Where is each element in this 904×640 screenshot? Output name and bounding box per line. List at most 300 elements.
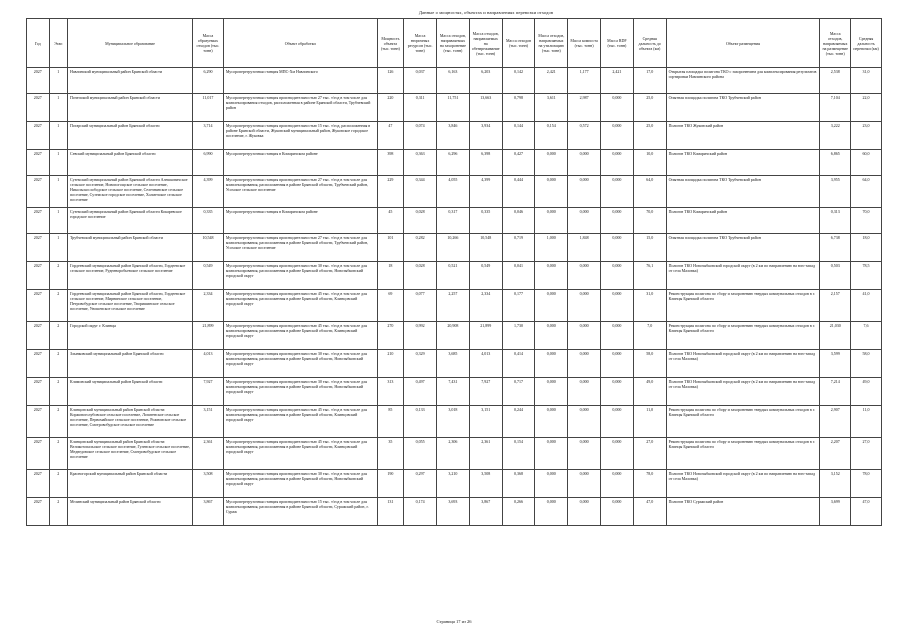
table-cell: 0,174 <box>404 498 437 526</box>
table-cell: 0,074 <box>404 122 437 150</box>
column-header: Масса отходов, направляемых на размещение (тыс. тонн) <box>820 19 851 68</box>
table-cell: 78,0 <box>851 470 882 498</box>
table-cell: 3,693 <box>437 498 470 526</box>
table-cell: 7,0 <box>633 322 666 350</box>
table-cell: 4,013 <box>193 350 224 378</box>
table-cell: Полигон ТКО Комаричский район <box>666 150 820 176</box>
table-cell: 0,521 <box>437 262 470 290</box>
table-cell: 6,398 <box>469 150 502 176</box>
table-cell: 6,290 <box>193 68 224 94</box>
table-cell: 6,990 <box>193 150 224 176</box>
table-cell: 78,0 <box>633 470 666 498</box>
table-cell: 3,699 <box>820 498 851 526</box>
table-cell: Гордеевский муниципальный район Брянской области, Гордеевское сельское поселение, Мирнинское сельское поселение, Петровобудское сельское поселение, Творишинское сельское поселение, Уношевское сельское поселение <box>68 290 193 322</box>
table-row <box>27 176 882 208</box>
table-cell: 0,335 <box>469 208 502 234</box>
column-header: Этап <box>49 19 67 68</box>
table-cell: 3,210 <box>437 470 470 498</box>
table-cell: 0,297 <box>404 470 437 498</box>
table-cell: 27,0 <box>851 438 882 470</box>
table-cell: 31,0 <box>633 290 666 322</box>
table-cell: 2027 <box>27 122 50 150</box>
table-cell: 11,751 <box>437 94 470 122</box>
table-cell: Опытная площадка полигона ТКО Трубчевский район <box>666 234 820 262</box>
table-row <box>27 322 882 350</box>
table-cell: 4,013 <box>469 350 502 378</box>
table-cell: 0,000 <box>601 150 634 176</box>
table-cell: 0,000 <box>535 322 568 350</box>
table-cell: Реконструкция полигона по сбору и захоронению твердых коммунальных отходов в г. Клинцы Брянской области <box>666 406 820 438</box>
table-row <box>27 350 882 378</box>
table-cell: 2027 <box>27 350 50 378</box>
table-cell: 11,017 <box>193 94 224 122</box>
table-cell: 0,144 <box>502 122 535 150</box>
table-cell: 3,151 <box>193 406 224 438</box>
table-cell: 2027 <box>27 208 50 234</box>
table-cell: 1 <box>49 68 67 94</box>
table-cell: 1,848 <box>568 234 601 262</box>
table-cell: 0,335 <box>193 208 224 234</box>
table-cell: 2,907 <box>820 406 851 438</box>
table-cell: 2 <box>49 406 67 438</box>
table-cell: 0,000 <box>601 322 634 350</box>
table-cell: 0,000 <box>568 406 601 438</box>
table-cell: Мусороперегрузочная станция производительностью 30 тыс. т/год в том числе для комплексирования, расположенная в районе Брянской области, Новозыбковский городской округ <box>223 262 377 290</box>
table-cell: 190 <box>377 470 404 498</box>
column-header: Муниципальное образование <box>68 19 193 68</box>
table-cell: 2 <box>49 470 67 498</box>
table-cell: 6,296 <box>437 150 470 176</box>
table-cell: 270 <box>377 322 404 350</box>
column-header: Масса отходов, направляемых на утилизацию (тыс. тонн) <box>535 19 568 68</box>
table-cell: 2027 <box>27 438 50 470</box>
table-cell: 101 <box>377 234 404 262</box>
table-cell: Мусороперегрузочная станция производительностью 45 тыс. т/год в том числе для комплексирования, расположенная в районе Брянской области, Клинцовский городской округ <box>223 438 377 470</box>
table-cell: 2027 <box>27 290 50 322</box>
table-cell: 0,000 <box>535 208 568 234</box>
table-cell: 0,000 <box>535 350 568 378</box>
table-cell: 4,399 <box>469 176 502 208</box>
table-cell: 210 <box>377 350 404 378</box>
table-cell: 3,846 <box>437 122 470 150</box>
table-cell: 2 <box>49 262 67 290</box>
table-cell: 0,000 <box>568 438 601 470</box>
table-cell: Мусороперегрузочная станция производительностью 27 тыс. т/год в том числе для комплексирования, расположенная в районе Брянской области, Трубчевский район, Усохское сельское поселение <box>223 176 377 208</box>
table-cell: 22,0 <box>851 94 882 122</box>
table-cell: 0,266 <box>502 498 535 526</box>
table-cell: 0,154 <box>502 438 535 470</box>
table-cell: Клинцовский муниципальный район Брянской области: Коржовоголубовское сельское поселение, Лопатенское сельское поселение, Первомайское сельское поселение, Рожновское сельское поселение, Смотровобудское сельское поселение <box>68 406 193 438</box>
table-cell: 0,000 <box>535 378 568 406</box>
document-sheet <box>26 10 882 626</box>
table-cell: 70,0 <box>851 208 882 234</box>
table-cell: 3,934 <box>469 122 502 150</box>
table-cell: Мусороперегрузочная станция производительностью 15 тыс. т/год, расположенная в районе Брянской области, Жуковский муниципальный район, Жуковское городское поселение, г. Жуковка <box>223 122 377 150</box>
column-header: Масса компоста (тыс. тонн) <box>568 19 601 68</box>
table-cell: Полигон ТКО Новозыбковский городской округ (в 2 км по направлению на юго-запад от села Маловка) <box>666 470 820 498</box>
table-cell: 0,142 <box>502 68 535 94</box>
table-cell: 47 <box>377 122 404 150</box>
table-cell: Мусороперегрузочная станция производительностью 45 тыс. т/год в том числе для комплексирования, расположенная в районе Брянской области, Клинцовский городской округ <box>223 406 377 438</box>
table-cell: 11,0 <box>851 406 882 438</box>
table-cell: 3,955 <box>820 176 851 208</box>
table-cell: 0,244 <box>502 406 535 438</box>
table-cell: 0,329 <box>404 350 437 378</box>
table-cell: 0,503 <box>820 262 851 290</box>
column-header: Объект обработки <box>223 19 377 68</box>
table-cell: 21,030 <box>820 322 851 350</box>
table-cell: 2,334 <box>193 290 224 322</box>
table-cell: 15,0 <box>633 234 666 262</box>
table-cell: 3,018 <box>437 406 470 438</box>
table-cell: 2,361 <box>193 438 224 470</box>
table-cell: 3,151 <box>469 406 502 438</box>
table-cell: 2027 <box>27 406 50 438</box>
table-cell: 27,0 <box>633 438 666 470</box>
table-cell: 2 <box>49 350 67 378</box>
table-cell: Красногорский муниципальный район Брянской области <box>68 470 193 498</box>
table-row <box>27 290 882 322</box>
column-header: Год <box>27 19 50 68</box>
table-cell: 0,549 <box>469 262 502 290</box>
table-cell: 126 <box>377 68 404 94</box>
table-cell: Клинцовский муниципальный район Брянской области: Великотопальское сельское поселение, Гулевское сельское поселение, Медведовское сельское поселение, Смотровобудское сельское поселение <box>68 438 193 470</box>
table-cell: 2 <box>49 378 67 406</box>
table-cell: Опытная площадка полигона ТКО Трубчевский район <box>666 176 820 208</box>
table-cell: 41,0 <box>851 290 882 322</box>
header-row <box>27 19 882 68</box>
table-cell: 1,000 <box>535 234 568 262</box>
table-cell: 0,282 <box>404 234 437 262</box>
table-cell: 0,000 <box>601 378 634 406</box>
table-cell: Погарский муниципальный район Брянской области <box>68 122 193 150</box>
table-cell: 6,865 <box>820 150 851 176</box>
table-cell: 4,055 <box>437 176 470 208</box>
table-cell: 3,152 <box>820 470 851 498</box>
table-cell: 49,0 <box>633 378 666 406</box>
table-cell: 3,714 <box>193 122 224 150</box>
table-cell: 0,000 <box>601 498 634 526</box>
table-cell: 229 <box>377 176 404 208</box>
table-cell: Полигон ТКО Новозыбковский городской округ (в 2 км по направлению на юго-запад от села Маловка) <box>666 350 820 378</box>
table-cell: Мусороперегрузочная станция производительностью 27 тыс. т/год в том числе для комплексирования, расположенная в районе Брянской области, Трубчевский район, Усохское сельское поселение <box>223 234 377 262</box>
column-header: Масса вторичных ресурсов (тыс. тонн) <box>404 19 437 68</box>
table-cell: 0,000 <box>601 470 634 498</box>
table-cell: 70,0 <box>633 208 666 234</box>
table-cell: 18,0 <box>851 234 882 262</box>
table-cell: 1 <box>49 176 67 208</box>
table-cell: 0,000 <box>601 290 634 322</box>
table-row <box>27 262 882 290</box>
table-cell: 0,414 <box>502 350 535 378</box>
table-cell: 0,000 <box>568 498 601 526</box>
table-cell: 0,311 <box>404 94 437 122</box>
table-cell: 47,0 <box>851 498 882 526</box>
table-cell: Климовский муниципальный район Брянской области <box>68 378 193 406</box>
table-cell: 0,000 <box>535 176 568 208</box>
table-cell: Полигон ТКО Суражский район <box>666 498 820 526</box>
table-cell: Открытая площадка полигона ТКО с захоронением для комплексирования результатов сортировки Навлинского района <box>666 68 820 94</box>
column-header: Мощность объекта (тыс. тонн) <box>377 19 404 68</box>
column-header: Средняя дальность до объекта (км) <box>633 19 666 68</box>
table-cell: 1 <box>49 150 67 176</box>
table-cell: 3,685 <box>437 350 470 378</box>
table-cell: 76,1 <box>633 262 666 290</box>
table-cell: 2027 <box>27 150 50 176</box>
table-cell: 0,133 <box>404 406 437 438</box>
column-header: Масса отходов (тыс. тонн) <box>502 19 535 68</box>
table-cell: 2027 <box>27 378 50 406</box>
table-cell: 6,203 <box>469 68 502 94</box>
table-cell: Навлинский муниципальный район Брянской области <box>68 68 193 94</box>
table-cell: 6,738 <box>820 234 851 262</box>
table-cell: 2 <box>49 498 67 526</box>
table-cell: 220 <box>377 94 404 122</box>
table-cell: 0,000 <box>535 438 568 470</box>
table-cell: 0,000 <box>568 378 601 406</box>
table-cell: 2027 <box>27 262 50 290</box>
table-cell: 3,508 <box>193 470 224 498</box>
table-cell: 7,104 <box>820 94 851 122</box>
table-cell: 6,163 <box>437 68 470 94</box>
table-cell: Суземский муниципальный район Брянской области Алешковичское сельское поселение, Новопогощское сельское поселение, Никольскослободское сельское поселение, Селечнянское сельское поселение, Суземское городское поселение, Холмечское сельское поселение <box>68 176 193 208</box>
column-header: Масса отходов, направляемых на обезвреживание (тыс. тонн) <box>469 19 502 68</box>
table-cell: 7,6 <box>851 322 882 350</box>
column-header: Масса образуемых отходов (тыс. тонн) <box>193 19 224 68</box>
table-cell: Полигон ТКО Жуковский район <box>666 122 820 150</box>
table-cell: 0,000 <box>568 322 601 350</box>
table-cell: 31,0 <box>851 68 882 94</box>
table-cell: 2027 <box>27 234 50 262</box>
table-cell: 10,548 <box>193 234 224 262</box>
table-cell: Мусороперегрузочная станция производительностью 15 тыс. т/год в том числе для комплексирования, расположенная в районе Брянской области, Суражский район, г. Сураж <box>223 498 377 526</box>
table-cell: 0,000 <box>535 262 568 290</box>
table-cell: Мусороперегрузочная станция производительностью 30 тыс. т/год в том числе для комплексирования, расположенная в районе Брянской области, Новозыбковский городской округ <box>223 350 377 378</box>
table-cell: 2,257 <box>437 290 470 322</box>
table-cell: 25,0 <box>633 94 666 122</box>
table-cell: 3,611 <box>535 94 568 122</box>
table-cell: 10,0 <box>633 150 666 176</box>
table-cell: 0,000 <box>601 122 634 150</box>
table-cell: 0,028 <box>404 262 437 290</box>
table-cell: Мусороперегрузочная станция производительностью 27 тыс. т/год в том числе для комплексирования отходов, расположенная в районе Брянской области, Трубчевский район <box>223 94 377 122</box>
table-cell: 2027 <box>27 498 50 526</box>
table-cell: 17,0 <box>633 68 666 94</box>
table-cell: Полигон ТКО Новозыбковский городской округ (в 2 км по направлению на юго-запад от села Маловка) <box>666 378 820 406</box>
table-cell: 18 <box>377 262 404 290</box>
table-row <box>27 122 882 150</box>
table-cell: 47,0 <box>633 498 666 526</box>
table-cell: 0,368 <box>502 470 535 498</box>
table-cell: 0,000 <box>601 350 634 378</box>
table-cell: 0,028 <box>404 208 437 234</box>
table-cell: 0,313 <box>820 208 851 234</box>
table-cell: 0,055 <box>404 438 437 470</box>
table-row <box>27 94 882 122</box>
table-cell: 2,421 <box>601 68 634 94</box>
table-cell: 7,927 <box>469 378 502 406</box>
table-cell: 0,000 <box>568 150 601 176</box>
table-cell: Трубчевский муниципальный район Брянской области <box>68 234 193 262</box>
column-header: Объект размещения <box>666 19 820 68</box>
table-cell: Мусороперегрузочная станция в Комаричском районе <box>223 208 377 234</box>
table-cell: 2027 <box>27 470 50 498</box>
table-cell: Севский муниципальный район Брянской области <box>68 150 193 176</box>
table-cell: 2,987 <box>568 94 601 122</box>
table-cell: 0,000 <box>535 470 568 498</box>
table-cell: 0,000 <box>568 350 601 378</box>
table-cell: 0,719 <box>502 234 535 262</box>
table-cell: 0,046 <box>502 208 535 234</box>
table-cell: 0,798 <box>502 94 535 122</box>
table-cell: 3,867 <box>469 498 502 526</box>
table-cell: Реконструкция полигона по сбору и захоронению твердых коммунальных отходов в г. Клинцы Брянской области <box>666 322 820 350</box>
table-cell: 0,000 <box>601 94 634 122</box>
table-cell: Злынковский муниципальный район Брянской области <box>68 350 193 378</box>
column-header: Средняя дальность перевозки (км) <box>851 19 882 68</box>
table-cell: 60,0 <box>851 150 882 176</box>
table-row <box>27 498 882 526</box>
table-cell: 2027 <box>27 68 50 94</box>
table-cell: Реконструкция полигона по сбору и захоронению твердых коммунальных отходов в г. Клинцы Брянской области <box>666 438 820 470</box>
table-row <box>27 470 882 498</box>
table-cell: 0,000 <box>601 262 634 290</box>
table-cell: 131 <box>377 498 404 526</box>
table-cell: Мусороперегрузочная станция МПС-Хм Навлинского <box>223 68 377 94</box>
table-cell: 3,599 <box>820 350 851 378</box>
table-cell: 2,207 <box>820 438 851 470</box>
table-cell: 3,867 <box>193 498 224 526</box>
table-row <box>27 438 882 470</box>
table-cell: 69 <box>377 290 404 322</box>
table-cell: 0,000 <box>535 406 568 438</box>
table-cell: 0,000 <box>568 290 601 322</box>
page-number: Страница 17 из 26 <box>436 619 472 624</box>
table-cell: 2027 <box>27 322 50 350</box>
table-cell: 85 <box>377 406 404 438</box>
table-row <box>27 208 882 234</box>
table-cell: 7,927 <box>193 378 224 406</box>
table-cell: 3,508 <box>469 470 502 498</box>
table-cell: 20,908 <box>437 322 470 350</box>
table-cell: Гордеевский муниципальный район Брянской области, Гордеевское сельское поселение, Рудневоробьевское сельское поселение <box>68 262 193 290</box>
table-cell: Городской округ г. Клинцы <box>68 322 193 350</box>
table-cell: 0,000 <box>568 176 601 208</box>
table-cell: 2,334 <box>469 290 502 322</box>
table-cell: Мусороперегрузочная станция в Комаричском районе <box>223 150 377 176</box>
table-cell: 2027 <box>27 176 50 208</box>
table-cell: 58,0 <box>851 350 882 378</box>
table-cell: 23,0 <box>851 122 882 150</box>
table-cell: 4,399 <box>193 176 224 208</box>
table-cell: 1 <box>49 94 67 122</box>
table-cell: Мглинский муниципальный район Брянской области <box>68 498 193 526</box>
table-cell: Почепский муниципальный район Брянской области <box>68 94 193 122</box>
table-cell: Мусороперегрузочная станция производительностью 30 тыс. т/год в том числе для комплексирования, расположенная в районе Брянской области, Новозыбковский городской округ <box>223 470 377 498</box>
table-cell: 0,444 <box>502 176 535 208</box>
table-cell: 78,5 <box>851 262 882 290</box>
table-row <box>27 406 882 438</box>
table-cell: 2,421 <box>535 68 568 94</box>
table-cell: 0,000 <box>535 290 568 322</box>
table-cell: 0,317 <box>437 208 470 234</box>
table-row <box>27 150 882 176</box>
table-cell: 0,037 <box>404 68 437 94</box>
table-cell: 1,177 <box>568 68 601 94</box>
table-cell: 0,000 <box>568 470 601 498</box>
table-cell: Суземский муниципальный район Брянской области Кокаревское городское поселение <box>68 208 193 234</box>
table-cell: 0,992 <box>404 322 437 350</box>
table-cell: 10,266 <box>437 234 470 262</box>
table-cell: 0,177 <box>502 290 535 322</box>
table-cell: 0,000 <box>601 176 634 208</box>
table-cell: 0,363 <box>404 150 437 176</box>
table-cell: Опытная площадка полигона ТКО Трубчевский район <box>666 94 820 122</box>
table-cell: 7,431 <box>437 378 470 406</box>
table-cell: 64,0 <box>851 176 882 208</box>
table-cell: 25,0 <box>633 122 666 150</box>
table-cell: 0,000 <box>568 208 601 234</box>
table-cell: 0,000 <box>535 150 568 176</box>
table-cell: 2,361 <box>469 438 502 470</box>
table-cell: Реконструкция полигона по сбору и захоронению твердых коммунальных отходов в г. Клинцы Брянской области <box>666 290 820 322</box>
table-cell: 0,717 <box>502 378 535 406</box>
table-cell: 0,000 <box>601 438 634 470</box>
table-cell: 0,427 <box>502 150 535 176</box>
table-cell: 0,000 <box>535 498 568 526</box>
table-cell: 2,538 <box>820 68 851 94</box>
table-cell: 11,0 <box>633 406 666 438</box>
table-cell: 0,000 <box>601 208 634 234</box>
table-cell: 1,730 <box>502 322 535 350</box>
table-cell: 2,157 <box>820 290 851 322</box>
table-cell: 0,572 <box>568 122 601 150</box>
table-cell: 2 <box>49 290 67 322</box>
table-cell: 2027 <box>27 94 50 122</box>
table-cell: 0,000 <box>568 262 601 290</box>
table-cell: 49,0 <box>851 378 882 406</box>
table-cell: 0,000 <box>601 406 634 438</box>
table-cell: 21,899 <box>193 322 224 350</box>
table-cell: 2 <box>49 322 67 350</box>
table-cell: Мусороперегрузочная станция производительностью 30 тыс. т/год в том числе для комплексирования, расположенная в районе Брянской области, Новозыбковский городской округ <box>223 378 377 406</box>
table-cell: 1 <box>49 122 67 150</box>
table-cell: Полигон ТКО Новозыбковский городской округ (в 2 км по направлению на юго-запад от села Маловка) <box>666 262 820 290</box>
table-cell: 1 <box>49 208 67 234</box>
table-cell: 58,0 <box>633 350 666 378</box>
table-cell: 2 <box>49 438 67 470</box>
table-cell: 0,000 <box>601 234 634 262</box>
table-cell: 0,549 <box>193 262 224 290</box>
table-cell: 45 <box>377 208 404 234</box>
table-cell: 2,306 <box>437 438 470 470</box>
table-row <box>27 378 882 406</box>
table-cell: 21,899 <box>469 322 502 350</box>
table-caption: Данные о мощностях, объектах и направлениях перевозки отходов <box>418 10 554 15</box>
table-cell: 10,548 <box>469 234 502 262</box>
table-cell: 64,0 <box>633 176 666 208</box>
table-row <box>27 68 882 94</box>
column-header: Масса RDF (тыс. тонн) <box>601 19 634 68</box>
table-cell: 0,077 <box>404 290 437 322</box>
table-cell: Полигон ТКО Комаричский район <box>666 208 820 234</box>
table-cell: Мусороперегрузочная станция производительностью 45 тыс. т/год в том числе для комплексирования, расположенная в районе Брянской области, Клинцовский городской округ <box>223 290 377 322</box>
table-cell: 3,222 <box>820 122 851 150</box>
column-header: Масса отходов, направляемых на захоронение (тыс. тонн) <box>437 19 470 68</box>
table-cell: 0,041 <box>502 262 535 290</box>
table-cell: Мусороперегрузочная станция производительностью 45 тыс. т/год в том числе для комплексирования, расположенная в районе Брянской области, Клинцовский городской округ <box>223 322 377 350</box>
table-cell: 0,154 <box>535 122 568 150</box>
